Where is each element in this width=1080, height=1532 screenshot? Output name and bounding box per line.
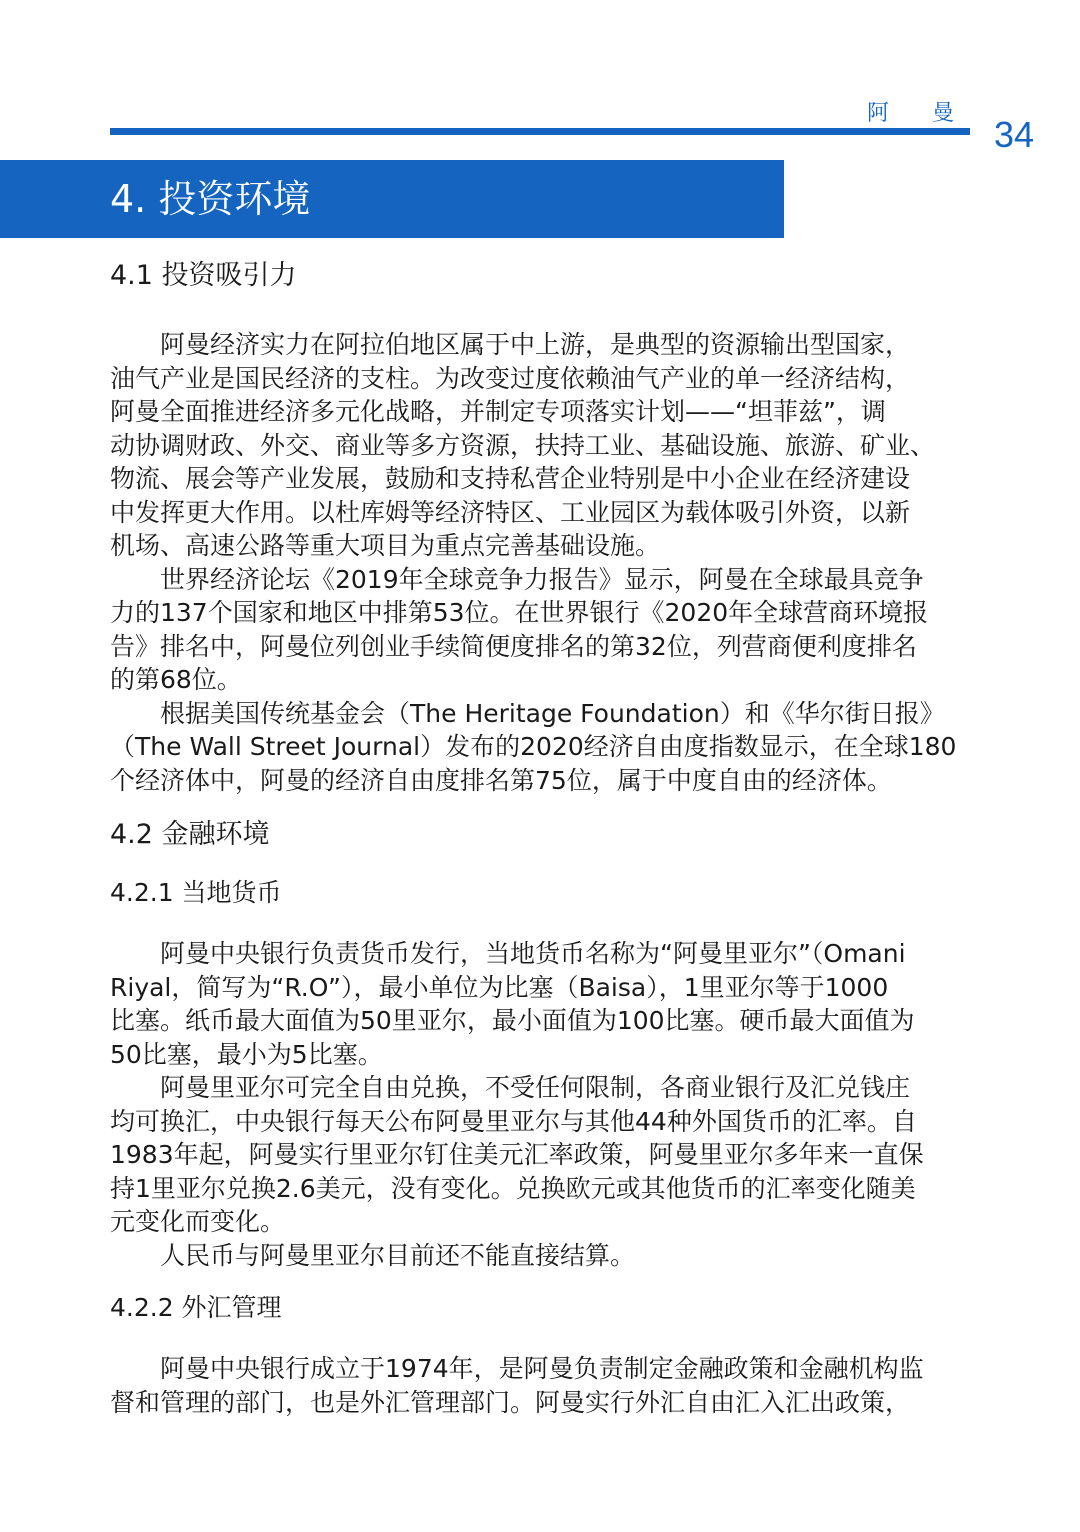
text-line: 人民币与阿曼里亚尔目前还不能直接结算。	[110, 1240, 636, 1270]
text-line: 力的137个国家和地区中排第53位。在世界银行《2020年全球营商环境报	[110, 598, 929, 627]
text-line: 油气产业是国民经济的支柱。为改变过度依赖油气产业的单一经济结构，	[110, 363, 911, 393]
page-number: 34	[993, 114, 1034, 155]
text-line: 阿曼里亚尔可完全自由兑换，不受任何限制，各商业银行及汇兑钱庄	[110, 1073, 911, 1102]
paragraph-4-2-1-3	[110, 1239, 972, 1273]
text-line: 告》排名中，阿曼位列创业手续简便度排名的第32位，列营商便利度排名	[110, 631, 917, 661]
text-line: 中发挥更大作用。以杜库姆等经济特区、工业园区为载体吸引外资，以新	[110, 497, 911, 527]
section-heading-4-2-1: 4.2.1 当地货币	[110, 878, 282, 907]
text-line: 1983年起，阿曼实行里亚尔钉住美元汇率政策，阿曼里亚尔多年来一直保	[110, 1140, 924, 1169]
text-line: 阿曼经济实力在阿拉伯地区属于中上游，是典型的资源输出型国家，	[110, 330, 911, 359]
text-line: 比塞。纸币最大面值为50里亚尔，最小面值为100比塞。硬币最大面值为	[110, 1006, 915, 1035]
text-line: 物流、展会等产业发展，鼓励和支持私营企业特别是中小企业在经济建设	[110, 464, 911, 493]
page-body	[110, 256, 972, 1419]
text-line: Riyal，简写为“R.O”），最小单位为比塞（Baisa），1里亚尔等于1000	[110, 972, 889, 1002]
text-line: 持1里亚尔兑换2.6美元，没有变化。兑换欧元或其他货币的汇率变化随美	[110, 1173, 916, 1203]
section-heading-4-1: 4.1 投资吸引力	[110, 260, 297, 291]
text-line: 50比塞，最小为5比塞。	[110, 1039, 383, 1069]
text-line: 均可换汇，中央银行每天公布阿曼里亚尔与其他44种外国货币的汇率。自	[110, 1106, 917, 1136]
text-line: 个经济体中，阿曼的经济自由度排名第75位，属于中度自由的经济体。	[110, 765, 892, 795]
chapter-title: 4. 投资环境	[110, 177, 311, 221]
text-line: 的第68位。	[110, 665, 242, 694]
paragraph-4-2-1-2	[110, 1071, 972, 1239]
chapter-banner	[0, 160, 784, 238]
paragraph-4-2-2-1	[110, 1352, 972, 1419]
text-line: 动协调财政、外交、商业等多方资源，扶持工业、基础设施、旅游、矿业、	[110, 430, 936, 460]
section-heading-4-2-2: 4.2.2 外汇管理	[110, 1293, 282, 1322]
text-line: 督和管理的部门，也是外汇管理部门。阿曼实行外汇自由汇入汇出政策，	[110, 1387, 911, 1417]
header-rule	[110, 128, 970, 135]
text-line: 元变化而变化。	[110, 1207, 286, 1236]
section-heading-4-2: 4.2 金融环境	[110, 819, 270, 850]
text-line: 根据美国传统基金会（The Heritage Foundation）和《华尔街日报》	[110, 698, 945, 728]
text-line: 机场、高速公路等重大项目为重点完善基础设施。	[110, 531, 661, 560]
paragraph-4-1-3	[110, 697, 972, 798]
text-line: （The Wall Street Journal）发布的2020经济自由度指数显示，在全球180	[110, 732, 957, 761]
text-line: 世界经济论坛《2019年全球竞争力报告》显示，阿曼在全球最具竞争	[110, 564, 924, 594]
text-line: 阿曼中央银行负责货币发行，当地货币名称为“阿曼里亚尔”（Omani	[110, 939, 906, 968]
text-line: 阿曼全面推进经济多元化战略，并制定专项落实计划——“坦菲兹”，调	[110, 397, 886, 426]
paragraph-4-1-2	[110, 563, 972, 697]
running-head: 阿 曼	[867, 101, 972, 126]
paragraph-4-1-1	[110, 328, 972, 563]
text-line: 阿曼中央银行成立于1974年，是阿曼负责制定金融政策和金融机构监	[110, 1354, 924, 1383]
paragraph-4-2-1-1	[110, 937, 972, 1071]
